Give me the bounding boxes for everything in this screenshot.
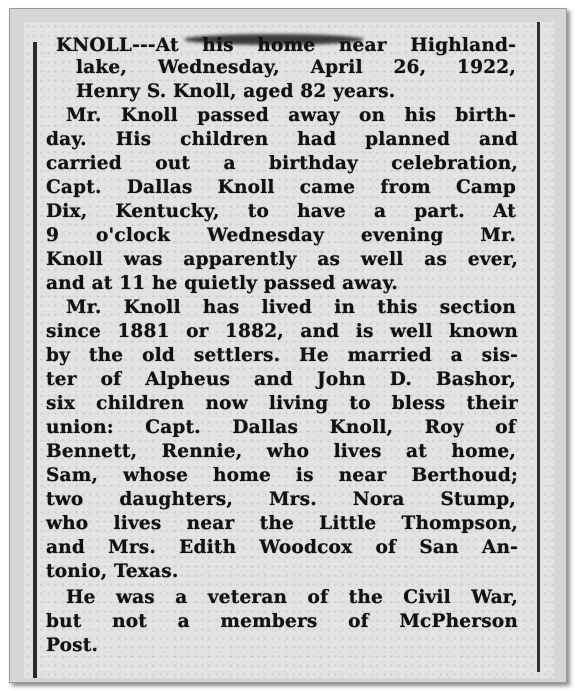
text-line: Dix, Kentucky, to have a part. At — [46, 201, 516, 222]
text-line: Henry S. Knoll, aged 82 years. — [76, 81, 396, 102]
text-line: six children now living to bless their — [46, 393, 518, 414]
text-line: Sam, whose home is near Berthoud; — [46, 465, 518, 486]
text-line: Mr. Knoll has lived in this section — [66, 297, 516, 318]
text-line: carried out a birthday celebration, — [46, 153, 518, 174]
text-line: but not a members of McPherson — [46, 611, 518, 632]
text-line: since 1881 or 1882, and is well known — [46, 321, 518, 342]
text-line: tonio, Texas. — [46, 561, 179, 582]
text-line: ter of Alpheus and John D. Bashor, — [46, 369, 516, 390]
text-line: Bennett, Rennie, who lives at home, — [46, 441, 516, 462]
text-line: by the old settlers. He married a sis- — [46, 345, 518, 366]
column-rule-right — [537, 22, 540, 672]
text-line: Post. — [46, 635, 99, 656]
text-line: He was a veteran of the Civil War, — [66, 587, 518, 608]
text-line: union: Capt. Dallas Knoll, Roy of — [46, 417, 516, 438]
text-line: Capt. Dallas Knoll came from Camp — [46, 177, 516, 198]
text-line: two daughters, Mrs. Nora Stump, — [46, 489, 516, 510]
text-line: lake, Wednesday, April 26, 1922, — [76, 57, 516, 78]
column-rule-left — [33, 42, 37, 678]
text-line: KNOLL---At his home near Highland- — [56, 35, 516, 56]
text-line: and at 11 he quietly passed away. — [46, 273, 399, 294]
text-line: 9 o'clock Wednesday evening Mr. — [46, 225, 516, 246]
text-line: Knoll was apparently as well as ever, — [46, 249, 518, 270]
text-line: day. His children had planned and — [46, 129, 518, 150]
text-line: and Mrs. Edith Woodcox of San An- — [46, 537, 518, 558]
text-line: Mr. Knoll passed away on his birth- — [66, 105, 516, 126]
text-line: who lives near the Little Thompson, — [46, 513, 518, 534]
